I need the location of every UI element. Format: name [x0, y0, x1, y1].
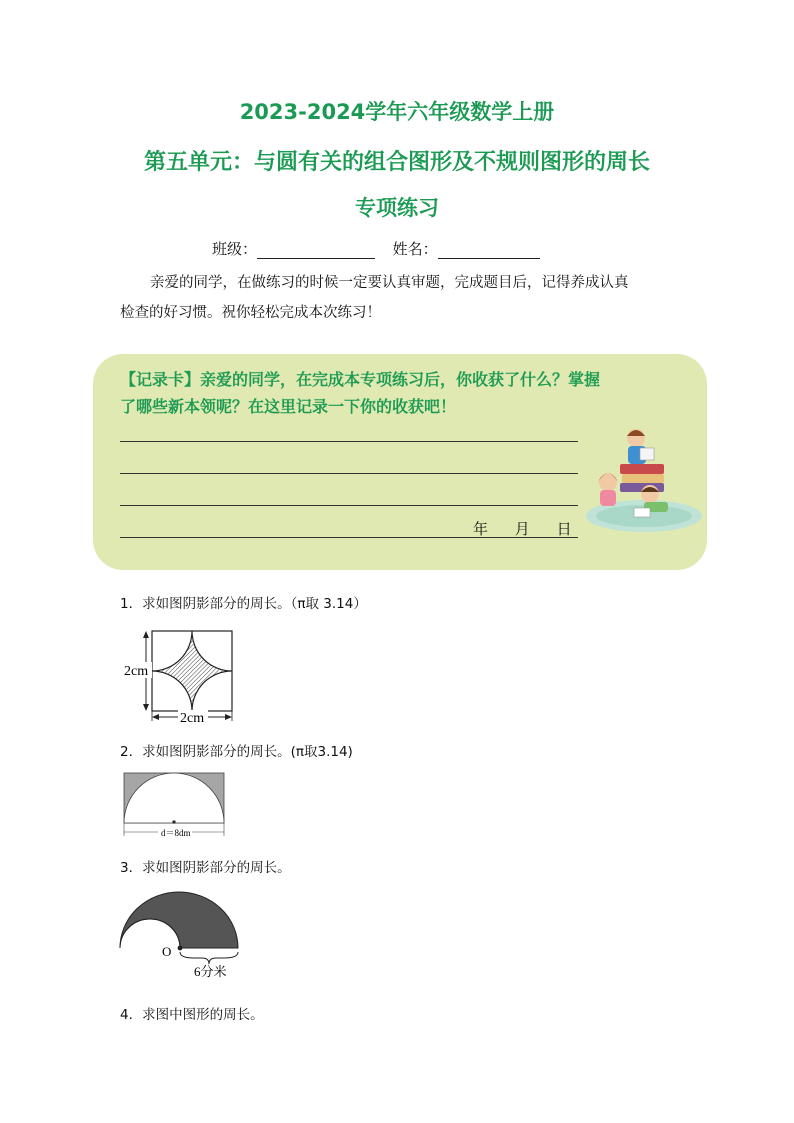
date-month: 月: [514, 520, 530, 538]
name-label: 姓名：: [392, 240, 438, 258]
figure-2-rectangle-with-semicircle: [120, 770, 230, 840]
date-day: 日: [556, 520, 572, 538]
figure-1-height-label: 2cm: [124, 664, 149, 679]
date-year: 年: [473, 520, 489, 538]
question-3: 3．求如图阴影部分的周长。: [120, 860, 291, 876]
class-blank[interactable]: [257, 241, 375, 259]
writing-line-1[interactable]: [120, 441, 578, 442]
figure-3-semicircle-ring: [118, 890, 248, 982]
question-2: 2．求如图阴影部分的周长。(π取3.14): [120, 744, 353, 760]
name-blank[interactable]: [438, 241, 540, 259]
figure-1-square-with-quarter-circles: [120, 624, 240, 724]
figure-1-width-label: 2cm: [180, 711, 205, 724]
record-card-line-1: 【记录卡】亲爱的同学，在完成本专项练习后，你收获了什么？掌握: [120, 370, 601, 389]
kids-reading-illustration: [578, 424, 704, 536]
record-card-line-2: 了哪些新本领呢？在这里记录一下你的收获吧！: [120, 397, 457, 416]
writing-line-2[interactable]: [120, 473, 578, 474]
student-info: [212, 238, 540, 259]
question-1: 1．求如图阴影部分的周长。（π取 3.14）: [120, 596, 367, 612]
title-line-3: 专项练习: [355, 196, 439, 220]
intro-text: [120, 268, 680, 328]
record-card-text: [120, 366, 690, 420]
writing-line-3[interactable]: [120, 505, 578, 506]
figure-3-dimension-label: 6分米: [194, 964, 227, 979]
intro-line-2: 检查的好习惯。祝你轻松完成本次练习！: [120, 305, 381, 321]
title-line-1: 2023-2024学年六年级数学上册: [239, 100, 555, 124]
question-4: 4．求图中图形的周长。: [120, 1007, 264, 1023]
intro-line-1: 亲爱的同学，在做练习的时候一定要认真审题，完成题目后，记得养成认真: [150, 275, 629, 291]
figure-2-diameter-label: d＝8dm: [161, 828, 191, 838]
figure-3-center-label: O: [162, 944, 172, 959]
record-card: [93, 354, 707, 570]
date-fields: [473, 518, 590, 539]
class-label: 班级：: [212, 240, 258, 258]
title-line-2: 第五单元：与圆有关的组合图形及不规则图形的周长: [143, 150, 650, 175]
